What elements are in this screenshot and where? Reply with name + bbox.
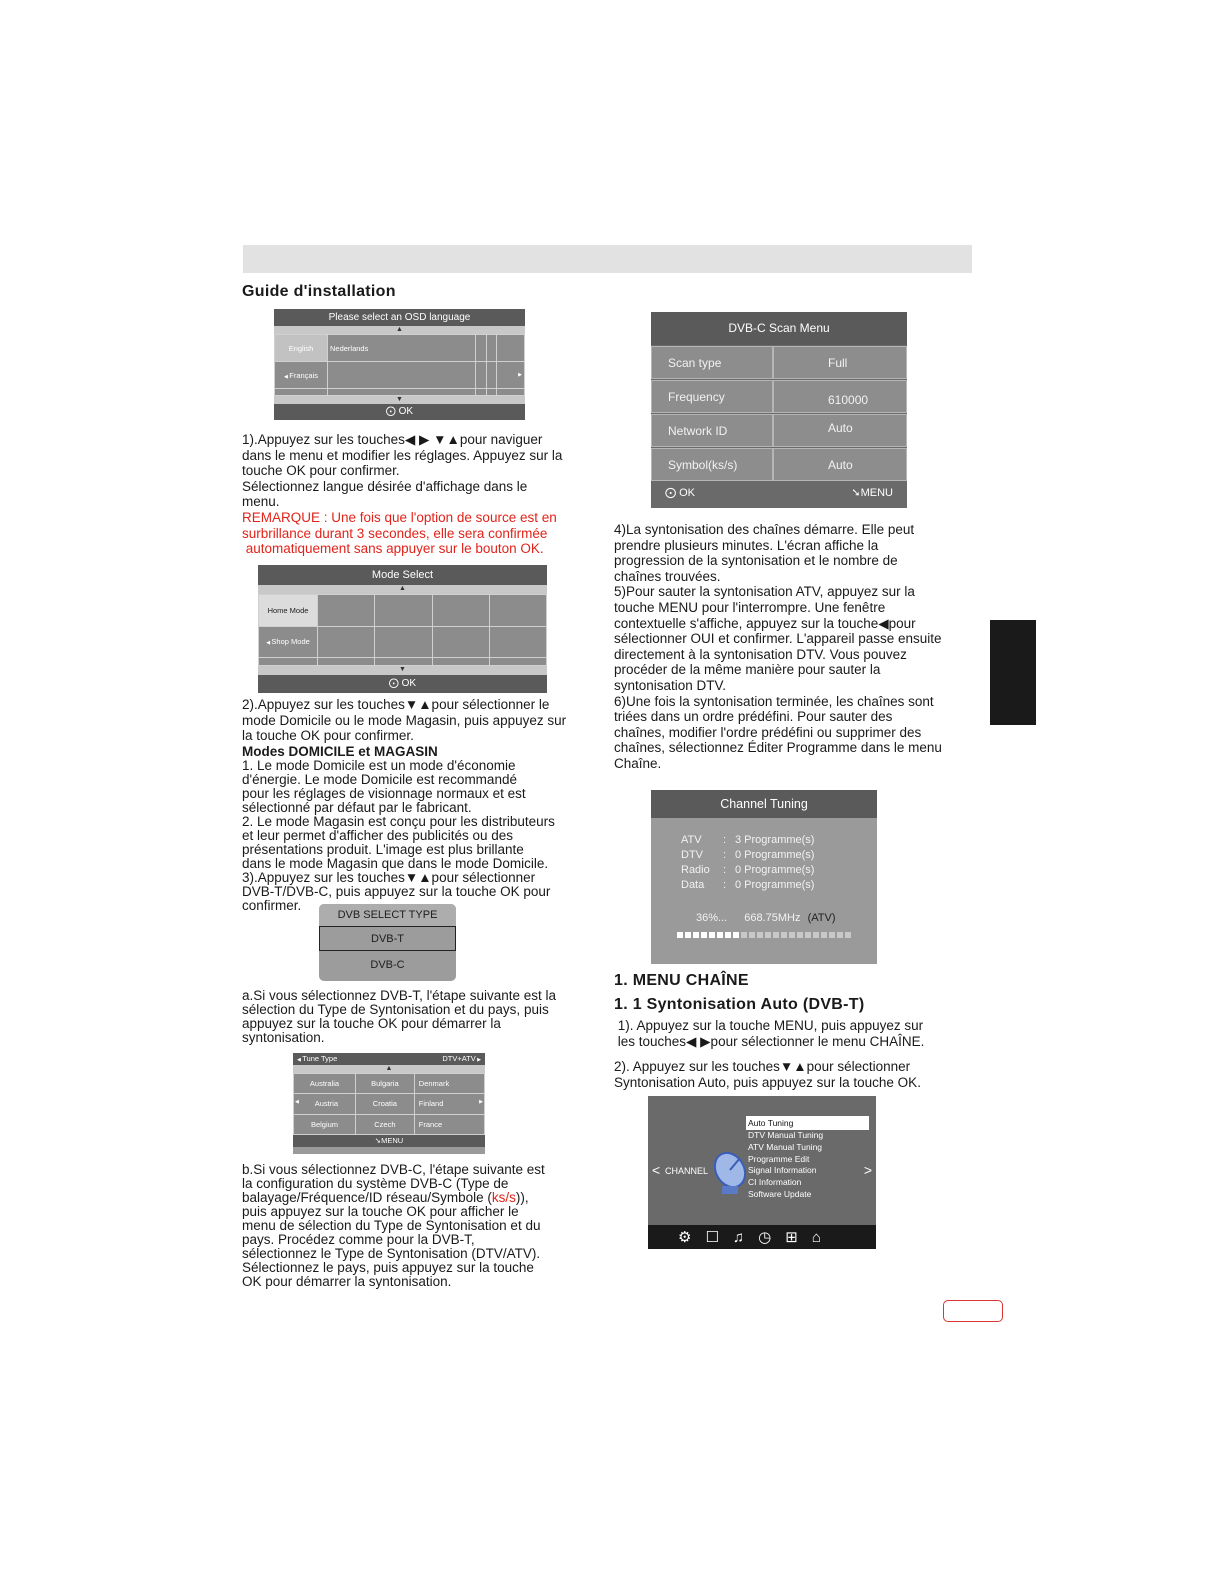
text-line [242, 1191, 602, 1205]
menu-button[interactable] [851, 481, 893, 505]
text-span: )), [515, 1190, 529, 1205]
country-australia[interactable]: Australia [294, 1074, 356, 1094]
grid-cell [318, 658, 375, 666]
progress-percent: 36%... [696, 912, 728, 924]
text-line: Syntonisation Auto, puis appuyez sur la touche OK. [614, 1074, 921, 1090]
row-label: ATV [681, 834, 702, 846]
text-line: 3).Appuyez sur les touches▼▲pour sélectionner [242, 870, 536, 886]
text-line: 2). Appuyez sur les touches▼▲pour sélectionner [614, 1059, 911, 1074]
subheading: Modes DOMICILE et MAGASIN [242, 743, 438, 759]
grid-cell [318, 626, 375, 658]
ok-label: OK [679, 487, 695, 499]
tune-type-value: DTV+ATV [442, 1054, 476, 1063]
remark-line: surbrillance durant 3 secondes, elle sera confirmée [242, 525, 548, 541]
text-line: d'énergie. Le mode Domicile est recommandé [242, 772, 517, 788]
lock-icon[interactable]: ⌂ [811, 1228, 821, 1246]
ok-label: OK [398, 406, 414, 417]
left-arrow-icon: ◀ [266, 640, 272, 647]
grid-cell [328, 389, 476, 396]
text-line: syntonisation DTV. [614, 677, 727, 693]
dvb-select-screen [319, 904, 456, 981]
text-line: 1).Appuyez sur les touches◀ ▶ ▼▲pour naviguer [242, 432, 543, 447]
left-arrow-icon: ◀ [297, 1057, 303, 1063]
text-line: confirmer. [242, 898, 302, 914]
row-label: DTV [681, 849, 703, 861]
instructions-dvb-c [242, 1163, 602, 1289]
ok-label: OK [401, 678, 417, 689]
progress-fill [677, 932, 740, 938]
gear-icon[interactable]: ⚙ [678, 1229, 692, 1246]
grid-cell [489, 595, 546, 627]
menu-label: MENU [381, 1136, 404, 1145]
grid-icon[interactable]: ⊞ [785, 1229, 798, 1246]
ok-icon: ⨀ [388, 678, 402, 689]
grid-cell [486, 389, 497, 396]
ok-bar[interactable] [274, 404, 525, 420]
left-arrow-icon: ◀ [295, 1099, 299, 1106]
tuning-results [681, 833, 814, 893]
grid-cell [476, 389, 487, 396]
instructions-step1 [242, 432, 602, 557]
section-heading-menu-chaine: 1. MENU CHAÎNE [614, 972, 749, 989]
text-line: 1). Appuyez sur la touche MENU, puis appuyez sur [614, 1018, 924, 1033]
row-value: 0 Programme(s) [735, 879, 815, 891]
grid-cell [275, 389, 328, 396]
mode-select-grid [258, 594, 547, 666]
country-finland[interactable] [414, 1094, 484, 1114]
text-line: progression de la syntonisation et le nombre de [614, 553, 898, 569]
text-line: triées dans un ordre prédéfini. Pour sauter des [614, 709, 893, 725]
row-value: 0 Programme(s) [735, 864, 815, 876]
row-value: 0 Programme(s) [735, 849, 815, 861]
text-line: la configuration du système DVB-C (Type de [242, 1176, 509, 1191]
mode-select-header: Mode Select [258, 565, 547, 585]
home-mode-option[interactable]: Home Mode [259, 595, 318, 627]
text-line: 2. Le mode Magasin est conçu pour les distributeurs [242, 814, 555, 830]
scan-menu-header: DVB-C Scan Menu [651, 312, 907, 345]
menu-item-atv-manual-tuning[interactable]: ATV Manual Tuning [748, 1141, 823, 1152]
menu-item-signal-information[interactable]: Signal Information [748, 1165, 817, 1176]
text-line: Sélectionnez langue désirée d'affichage dans le [242, 478, 528, 494]
grid-cell [486, 335, 497, 362]
mode-label: Shop Mode [271, 637, 310, 647]
tuning-mode: (ATV) [807, 912, 836, 924]
country-denmark[interactable]: Denmark [414, 1074, 484, 1094]
text-line: sélectionnez le Type de Syntonisation (DTV/ATV). [242, 1246, 541, 1261]
text-line: chaînes, modifier l'ordre prédéfini ou supprimer des [614, 724, 922, 740]
left-arrow-icon: ◀ [284, 373, 290, 380]
grid-cell [318, 595, 375, 627]
channel-label: CHANNEL [665, 1166, 709, 1176]
scan-type-row[interactable] [651, 346, 907, 379]
text-line: procéder de la même manière pour sauter la [614, 662, 881, 678]
menu-icon: ➘ [374, 1136, 382, 1145]
grid-cell [486, 362, 497, 389]
text-line: 5)Pour sauter la syntonisation ATV, appuyez sur la [614, 584, 915, 600]
text-line: contextuelle s'affiche, appuyez sur la touche◀pour [614, 615, 916, 631]
menu-item-software-update[interactable]: Software Update [748, 1188, 812, 1199]
text-line: et leur permet d'afficher des publicités ou des [242, 828, 513, 844]
tune-type-screen [293, 1053, 485, 1154]
text-line: sélection du Type de Syntonisation et du pays, puis [242, 1002, 549, 1017]
channel-tuning-screen [651, 790, 877, 964]
row-label: Radio [681, 864, 710, 876]
satellite-dish-icon [710, 1150, 750, 1196]
right-arrow-icon: ▶ [475, 1057, 481, 1063]
tune-type-bar[interactable] [293, 1053, 485, 1065]
text-line: directement à la syntonisation DTV. Vous pouvez [614, 646, 907, 662]
ok-bar[interactable] [258, 675, 547, 693]
right-arrow-icon: ▶ [479, 1099, 483, 1106]
row-value: 3 Programme(s) [735, 834, 815, 846]
music-icon[interactable]: ♫ [732, 1228, 745, 1246]
text-line: touche OK pour confirmer. [242, 463, 400, 479]
dvb-t-option[interactable]: DVB-T [319, 926, 456, 951]
text-line: 1. Le mode Domicile est un mode d'économie [242, 758, 516, 774]
instructions-steps-4-6 [614, 522, 984, 772]
separator: : [723, 834, 727, 846]
modes-body [242, 759, 602, 913]
country-label: Austria [314, 1099, 339, 1109]
remark-line: REMARQUE : Une fois que l'option de source est en [242, 509, 557, 525]
channel-tuning-header: Channel Tuning [651, 790, 877, 818]
up-arrow-icon: ▲ [293, 1065, 485, 1073]
row-value: 610000 [773, 380, 907, 413]
tune-type-value-wrap [442, 1053, 481, 1065]
text-line: menu. [242, 494, 280, 510]
text-line: 2).Appuyez sur les touches▼▲pour sélectionner le [242, 697, 550, 712]
chevron-right-icon[interactable]: > [863, 1162, 872, 1178]
ks-s-unit: ks/s [491, 1190, 516, 1205]
text-line: pour les réglages de visionnage normaux et est [242, 786, 526, 802]
text-line: appuyez sur la touche OK pour démarrer la [242, 1016, 501, 1031]
separator: : [723, 849, 727, 861]
lang-option-nederlands[interactable]: Nederlands [328, 335, 476, 362]
text-line: b.Si vous sélectionnez DVB-C, l'étape suivante est [242, 1162, 545, 1177]
text-line: dans le mode Magasin que dans le mode Domicile. [242, 856, 549, 872]
down-arrow-icon: ▼ [258, 666, 547, 675]
text-line: puis appuyez sur la touche OK pour afficher le [242, 1204, 519, 1219]
menu-bar[interactable] [293, 1135, 485, 1147]
right-arrow-icon: ▶ [497, 362, 525, 389]
page-number-box [943, 1300, 1003, 1322]
section-heading-auto-tuning: 1. 1 Syntonisation Auto (DVB-T) [614, 996, 865, 1013]
menu-item-ci-information[interactable]: CI Information [748, 1177, 802, 1188]
instructions-menu-step2 [614, 1059, 984, 1090]
network-id-row[interactable] [651, 414, 907, 447]
dvb-select-header: DVB SELECT TYPE [319, 904, 456, 926]
tune-type-label: Tune Type [302, 1054, 338, 1063]
tuning-status [696, 912, 835, 924]
instructions-menu-step1 [614, 1018, 984, 1049]
row-label: Scan type [651, 346, 773, 379]
ok-button[interactable] [665, 481, 695, 505]
row-value: Full [773, 346, 907, 379]
text-line: 4)La syntonisation des chaînes démarre. Elle peut [614, 522, 915, 537]
channel-menu-screen [648, 1096, 876, 1249]
text-line: 6)Une fois la syntonisation terminée, les chaînes sont [614, 693, 934, 709]
frequency-row[interactable] [651, 380, 907, 413]
text-line: touche MENU pour l'interrompre. Une fenêtre [614, 599, 886, 615]
text-line: dans le menu et modifier les réglages. Appuyez sur la [242, 447, 563, 463]
country-grid [293, 1073, 485, 1135]
grid-cell [375, 595, 432, 627]
menu-item-programme-edit[interactable]: Programme Edit [748, 1153, 810, 1164]
separator: : [723, 879, 727, 891]
grid-cell [489, 626, 546, 658]
up-arrow-icon: ▲ [274, 326, 525, 334]
country-label: Finland [418, 1099, 444, 1109]
grid-cell [259, 658, 318, 666]
mode-select-screen [258, 565, 547, 693]
text-line: sélectionner OUI et confirmer. L'appareil passe ensuite [614, 631, 942, 647]
grid-cell [497, 389, 525, 396]
country-austria[interactable] [294, 1094, 356, 1114]
shop-mode-option[interactable] [259, 626, 318, 658]
menu-item-dtv-manual-tuning[interactable]: DTV Manual Tuning [748, 1130, 824, 1140]
row-label: Network ID [651, 414, 773, 447]
grid-cell [489, 658, 546, 666]
text-line: OK pour démarrer la syntonisation. [242, 1274, 452, 1289]
text-line: mode Domicile ou le mode Magasin, puis appuyez sur [242, 712, 567, 728]
text-line: chaînes, sélectionnez Éditer Programme dans le menu [614, 740, 942, 756]
menu-icon: ➘ [851, 487, 861, 499]
country-belgium[interactable]: Belgium [294, 1114, 356, 1134]
dvb-c-option[interactable]: DVB-C [319, 951, 456, 979]
text-line: pays. Procédez comme pour la DVB-T, [242, 1232, 475, 1247]
row-label: Frequency [651, 380, 773, 413]
text-line: présentations produit. L'image est plus brillante [242, 842, 524, 858]
dvb-c-scan-menu [651, 312, 907, 508]
row-label: Data [681, 879, 705, 891]
radio-row [681, 863, 814, 878]
lang-option-english[interactable]: English [275, 335, 328, 362]
text-line: les touches◀ ▶pour sélectionner le menu CHAÎNE. [614, 1033, 925, 1049]
text-line: syntonisation. [242, 1030, 325, 1045]
channel-menu-list [746, 1116, 869, 1201]
text-line: prendre plusieurs minutes. L'écran affiche la [614, 537, 879, 553]
lang-option-label: Français [289, 370, 318, 380]
grid-cell [432, 626, 489, 658]
text-line: menu de sélection du Type de Syntonisation et du [242, 1218, 541, 1233]
chevron-left-icon[interactable]: < [652, 1162, 661, 1178]
text-line: Sélectionnez le pays, puis appuyez sur la touche [242, 1260, 534, 1275]
menu-item-auto-tuning[interactable]: Auto Tuning [746, 1116, 869, 1130]
country-bulgaria[interactable]: Bulgaria [356, 1074, 415, 1094]
country-croatia[interactable]: Croatia [356, 1094, 415, 1114]
data-row [681, 878, 814, 893]
picture-icon[interactable]: ☐ [705, 1229, 719, 1246]
text-line: Chaîne. [614, 755, 662, 771]
atv-row [681, 833, 814, 848]
menu-label: MENU [860, 487, 893, 499]
grid-cell [328, 362, 476, 389]
grid-cell [432, 658, 489, 666]
down-arrow-icon: ▼ [274, 396, 525, 404]
ok-icon: ⨀ [665, 487, 680, 499]
instructions-step2 [242, 697, 602, 913]
instructions-dvb-t [242, 989, 602, 1045]
tune-type-label-wrap [297, 1053, 337, 1065]
osd-language-header: Please select an OSD language [274, 309, 525, 326]
remark-line: automatiquement sans appuyer sur le bouton OK. [242, 541, 544, 557]
up-arrow-icon: ▲ [258, 585, 547, 594]
osd-language-screen [274, 309, 525, 420]
dtv-row [681, 848, 814, 863]
row-label: Symbol(ks/s) [651, 448, 773, 481]
country-france[interactable]: France [414, 1114, 484, 1134]
text-line: sélectionné par défaut par le fabricant. [242, 800, 472, 816]
osd-language-grid [274, 334, 525, 396]
ok-icon: ⨀ [385, 406, 399, 417]
country-czech[interactable]: Czech [356, 1114, 415, 1134]
grid-cell [375, 658, 432, 666]
progress-bar [677, 932, 851, 938]
text-line: DVB-T/DVB-C, puis appuyez sur la touche OK pour [242, 884, 551, 900]
grid-cell [497, 335, 525, 362]
clock-icon[interactable]: ◷ [758, 1229, 772, 1246]
grid-cell [476, 335, 487, 362]
row-value: Auto [773, 448, 907, 481]
scan-menu-footer [651, 481, 907, 505]
lang-option-francais[interactable] [275, 362, 328, 389]
side-tab [990, 620, 1036, 725]
page-title: Guide d'installation [242, 283, 396, 300]
text-line: chaînes trouvées. [614, 568, 721, 584]
grid-cell [476, 362, 487, 389]
menu-icon-bar [648, 1225, 876, 1249]
symbol-row[interactable] [651, 448, 907, 481]
row-value: Auto [773, 414, 907, 447]
separator: : [723, 864, 727, 876]
text-line: a.Si vous sélectionnez DVB-T, l'étape suivante est la [242, 988, 556, 1003]
header-bar [243, 245, 972, 273]
tuning-frequency: 668.75MHz [744, 912, 801, 924]
text-line: la touche OK pour confirmer. [242, 728, 414, 744]
grid-cell [375, 626, 432, 658]
grid-cell [432, 595, 489, 627]
text-span: balayage/Fréquence/ID réseau/Symbole ( [242, 1190, 492, 1205]
